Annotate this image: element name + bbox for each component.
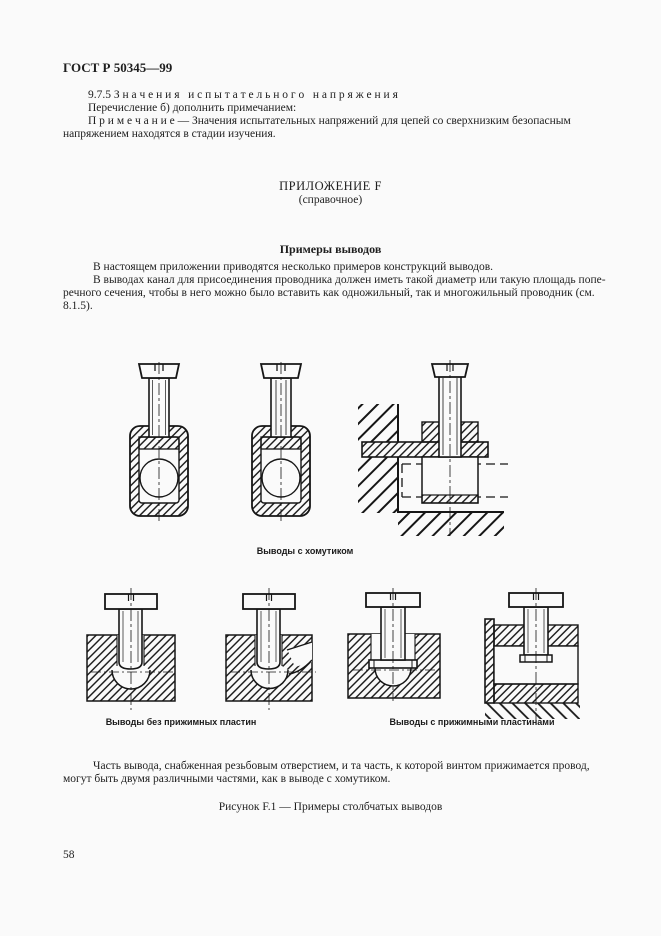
figure-pillar-terminal-plate-1 xyxy=(345,588,445,703)
figure-pillar-terminal-plain-1 xyxy=(85,588,180,713)
page-number: 58 xyxy=(63,849,75,861)
clause-heading: 9.7.5 З н а ч е н и я и с п ы т а т е л ь н о г о н а п р я ж е н и я xyxy=(88,89,398,101)
standard-designation: ГОСТ Р 50345—99 xyxy=(63,60,173,75)
caption-terminals-with-plates: Выводы с прижимными пластинами xyxy=(389,717,555,727)
closing-paragraph xyxy=(63,760,600,786)
body-line-3: речного сечения, чтобы в него можно было вставить как одножильный, так и многожильный проводник (см. xyxy=(63,287,595,299)
figure-clamp-terminal-busbar xyxy=(352,360,512,540)
closing-line-2: могут быть двумя различными частями, как в выводе с хомутиком. xyxy=(63,773,391,785)
mounting-wall xyxy=(358,404,398,513)
body-line-2: В выводах канал для присоединения проводника должен иметь такой диаметр или такую площадь попе- xyxy=(93,274,606,286)
caption-clamp-terminals: Выводы с хомутиком xyxy=(256,546,354,556)
ground xyxy=(398,512,504,536)
note-line-1: П р и м е ч а н и е — Значения испытательных напряжений для цепей со сверхнизким безопасным xyxy=(88,115,571,127)
appendix-section-title: Примеры выводов xyxy=(279,242,382,256)
figure-pillar-terminal-plain-2 xyxy=(225,588,320,713)
side-wall xyxy=(485,619,494,703)
caption-terminals-without-plates: Выводы без прижимных пластин xyxy=(105,717,257,727)
busbar xyxy=(362,442,488,457)
note-line-2: напряжением находятся в стадии изучения. xyxy=(63,128,276,140)
body-line-1: В настоящем приложении приводятся несколько примеров конструкций выводов. xyxy=(93,261,494,273)
amendment-instruction: Перечисление б) дополнить примечанием: xyxy=(88,102,297,114)
figure-clamp-terminal-2 xyxy=(248,362,314,524)
body-line-4: 8.1.5). xyxy=(63,300,93,312)
closing-line-1: Часть вывода, снабженная резьбовым отверстием, и та часть, к которой винтом прижимается провод, xyxy=(93,760,590,772)
appendix-subtitle: (справочное) xyxy=(298,194,363,206)
appendix-title: ПРИЛОЖЕНИЕ F xyxy=(279,179,382,193)
figure-pillar-terminal-plate-2 xyxy=(480,588,585,723)
figure-clamp-terminal-1 xyxy=(126,362,192,524)
appendix-body xyxy=(63,261,606,313)
amendment-section xyxy=(63,89,600,141)
figure-caption: Рисунок F.1 — Примеры столбчатых выводов xyxy=(218,801,443,813)
